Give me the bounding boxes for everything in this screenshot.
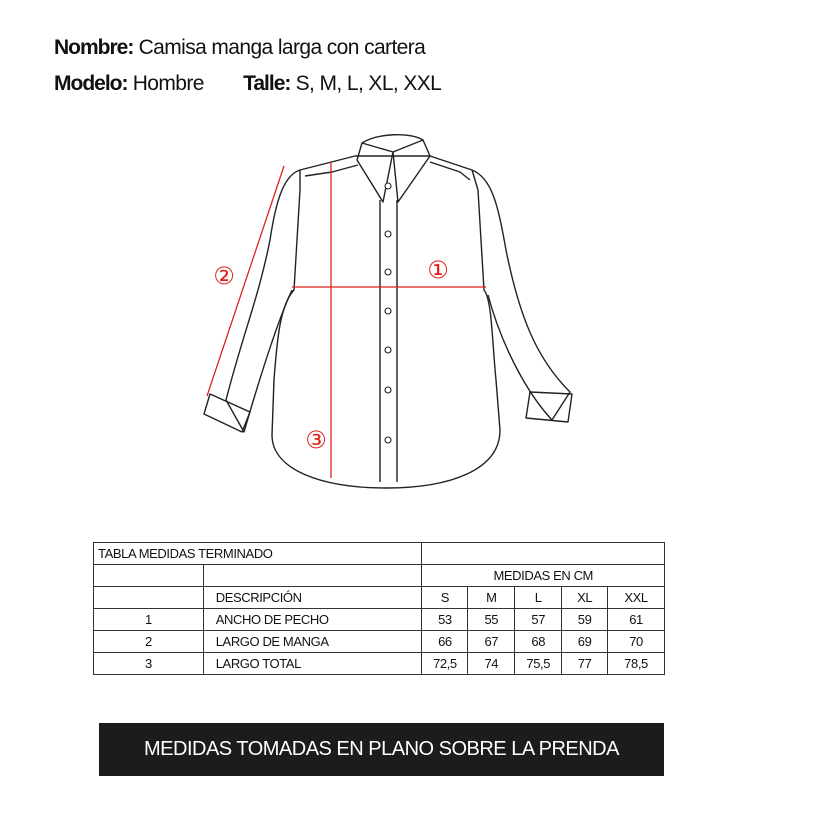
- cell-value: 77: [562, 653, 608, 675]
- cell-value: 70: [608, 631, 665, 653]
- cell-value: 55: [468, 609, 515, 631]
- buttons: [385, 183, 391, 443]
- row-number: 1: [94, 609, 204, 631]
- cell-value: 67: [468, 631, 515, 653]
- table-title-row: [94, 543, 665, 565]
- table-row: [94, 609, 665, 631]
- button: [385, 231, 391, 237]
- cell-value: 74: [468, 653, 515, 675]
- left-cuff: [204, 394, 250, 432]
- button: [385, 183, 391, 189]
- cell-value: 66: [422, 631, 468, 653]
- table-title-blank: [422, 543, 665, 565]
- cell-value: 57: [515, 609, 562, 631]
- cell-value: 75,5: [515, 653, 562, 675]
- left-sleeve: [226, 170, 300, 432]
- talle-label: Talle:: [243, 72, 291, 95]
- cell-value: 61: [608, 609, 665, 631]
- row-description: LARGO DE MANGA: [203, 631, 422, 653]
- size-header: L: [515, 587, 562, 609]
- cell-value: 53: [422, 609, 468, 631]
- marker-3: ③: [305, 426, 327, 454]
- cell-value: 78,5: [608, 653, 665, 675]
- measurements-table: [93, 542, 665, 675]
- row-description: ANCHO DE PECHO: [203, 609, 422, 631]
- row-number: 2: [94, 631, 204, 653]
- size-header: XL: [562, 587, 608, 609]
- table-measures-row: [94, 565, 665, 587]
- button: [385, 347, 391, 353]
- cell-value: 59: [562, 609, 608, 631]
- blank-cell: [94, 565, 204, 587]
- marker-1: ①: [427, 256, 449, 284]
- right-yoke-seam: [430, 162, 470, 180]
- description-header: DESCRIPCIÓN: [203, 587, 422, 609]
- cell-value: 69: [562, 631, 608, 653]
- row-number: 3: [94, 653, 204, 675]
- blank-cell: [203, 565, 422, 587]
- table-header-row: [94, 587, 665, 609]
- cell-value: 72,5: [422, 653, 468, 675]
- row-description: LARGO TOTAL: [203, 653, 422, 675]
- blank-cell: [94, 587, 204, 609]
- size-header: M: [468, 587, 515, 609]
- talle-value: S, M, L, XL, XXL: [295, 72, 442, 95]
- marker-2: ②: [213, 262, 235, 290]
- left-collar: [357, 143, 393, 202]
- table-row: [94, 631, 665, 653]
- nombre-label: Nombre:: [54, 36, 134, 59]
- table-row: [94, 653, 665, 675]
- table-title: TABLA MEDIDAS TERMINADO: [94, 543, 422, 565]
- modelo-label: Modelo:: [54, 72, 128, 95]
- button: [385, 269, 391, 275]
- nombre-value: Camisa manga larga con cartera: [138, 36, 426, 59]
- size-header: XXL: [608, 587, 665, 609]
- right-collar: [393, 140, 430, 202]
- button: [385, 308, 391, 314]
- button: [385, 437, 391, 443]
- size-header: S: [422, 587, 468, 609]
- button: [385, 387, 391, 393]
- measurement-note-banner: MEDIDAS TOMADAS EN PLANO SOBRE LA PRENDA: [99, 723, 664, 776]
- modelo-value: Hombre: [132, 72, 204, 95]
- cell-value: 68: [515, 631, 562, 653]
- collar-band: [362, 135, 423, 143]
- measures-header: MEDIDAS EN CM: [422, 565, 665, 587]
